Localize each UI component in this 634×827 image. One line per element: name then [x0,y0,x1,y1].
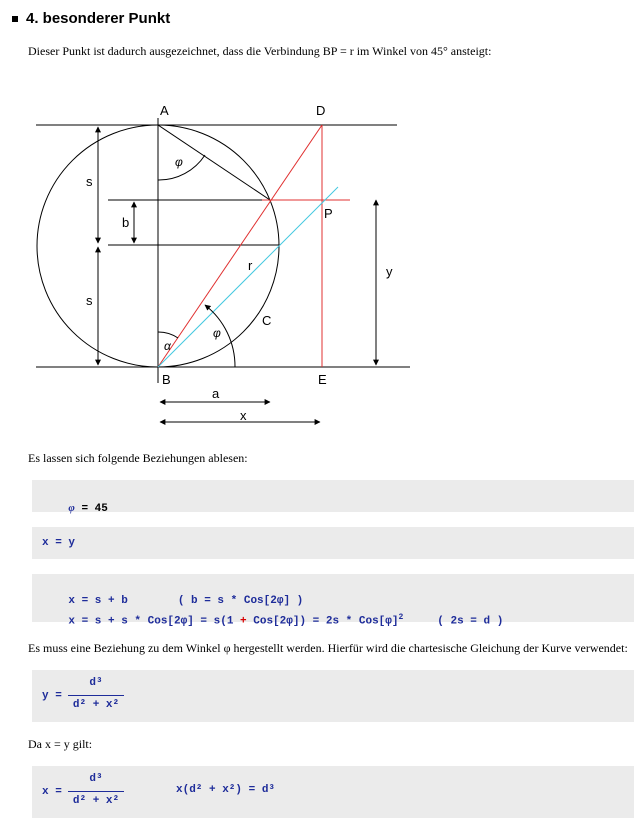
label-s-bottom: s [86,293,93,308]
label-p-point: P [324,206,333,221]
intro-text: Dieser Punkt ist dadurch ausgezeichnet, dass die Verbindung BP = r im Winkel von 45° ansteigt: [28,44,492,58]
cyan-diagonal [158,187,338,367]
phi-symbol: φ [68,502,75,514]
line2-left: x = s + s * Cos[2φ] = s(1 [68,615,241,628]
x-numerator: d³ [89,773,103,785]
input-cell-phi[interactable] [32,480,634,515]
label-phi-top: φ [175,155,183,169]
angle-text: Es muss eine Beziehung zu dem Winkel φ hergestellt werden. Hierfür wird die chartesische Gleichung der Kurve verwendet: [28,641,628,655]
line2-exponent: 2 [398,613,404,622]
label-c-curve: C [262,313,272,328]
phi-value: = 45 [74,503,108,515]
label-e-point: E [318,372,327,387]
section-title: 4. besonderer Punkt [26,10,171,27]
x-denominator: d² + x² [72,795,120,807]
label-a: a [212,386,220,401]
curve-denominator: d² + x² [72,699,120,711]
label-d-point: D [316,103,326,118]
derivation-line-2 [42,601,503,640]
input-cell-curve-equation[interactable] [32,670,634,722]
x-lhs: x = [42,786,62,798]
x-fraction-line [68,791,124,792]
line1-left: x = s + b [68,595,128,607]
line1-right: ( b = s * Cos[2φ] ) [177,595,304,607]
line2-plus: + [240,615,247,628]
since-text: Da x = y gilt: [28,737,93,751]
curve-lhs: y = [42,690,62,702]
curve-fraction-line [68,695,124,696]
label-y: y [386,264,393,279]
x-equals-y: x = y [42,537,76,549]
curve-numerator: d³ [89,677,103,689]
label-alpha: α [164,339,171,353]
input-cell-x-equals-y[interactable] [32,527,634,559]
label-x: x [240,408,247,423]
input-cell-x-equation[interactable] [32,766,634,818]
label-phi-bottom: φ [213,326,221,340]
label-b-point: B [162,372,171,387]
label-b: b [122,215,130,230]
label-s-top: s [86,174,93,189]
label-a-point: A [160,103,169,118]
label-r: r [248,258,253,273]
line2-mid: Cos[2φ]) = 2s * Cos[φ] [246,615,399,628]
alpha-arc [158,332,178,338]
input-cell-x-derivation[interactable] [32,574,634,628]
x-rhs-equation: x(d² + x²) = d³ [176,784,276,796]
relations-text: Es lassen sich folgende Beziehungen ablesen: [28,451,248,465]
line2-right: ( 2s = d ) [437,615,504,628]
